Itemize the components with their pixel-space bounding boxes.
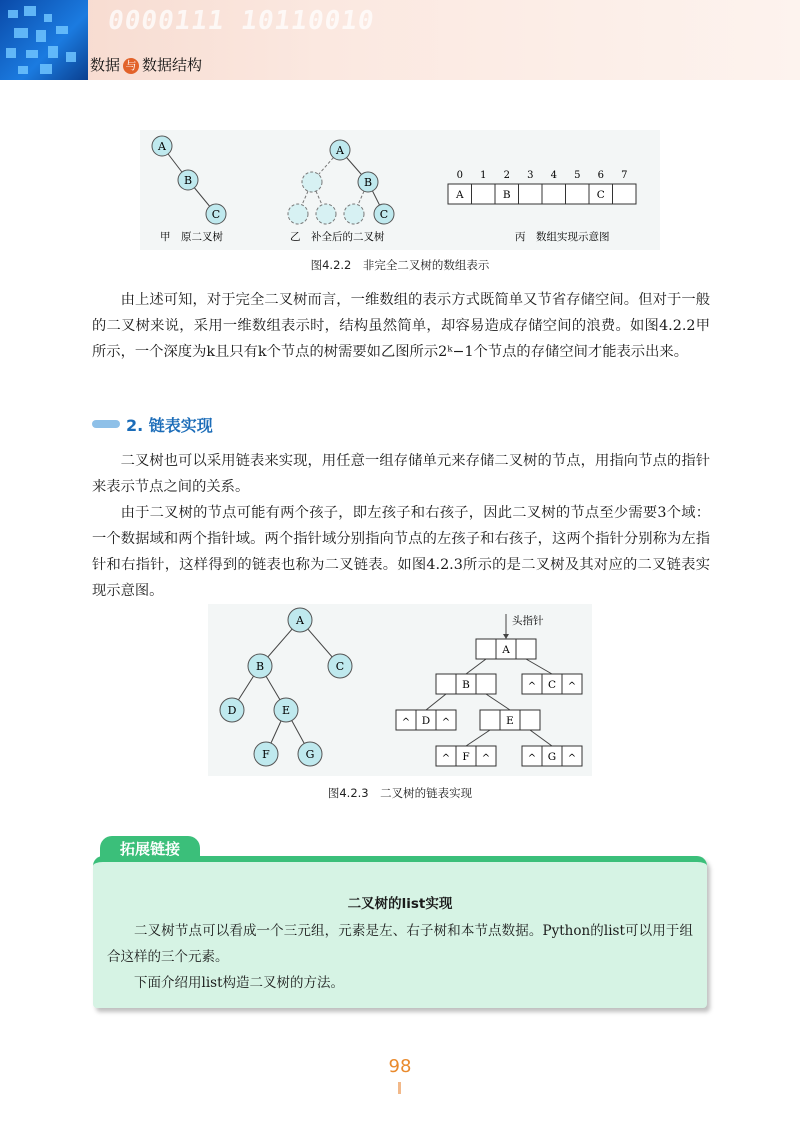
array-index-7: 7 <box>621 170 628 181</box>
list-node-g-left-null: ^ <box>527 753 537 764</box>
list-node-b-data: B <box>462 679 470 691</box>
list-node-b-field-0 <box>436 674 456 694</box>
array-index-6: 6 <box>597 170 604 181</box>
list-node-a-field-0 <box>476 639 496 659</box>
figure-4-2-2-caption: 图4.2.2 非完全二叉树的数组表示 <box>310 258 490 272</box>
book-title-connector: 与 <box>123 58 139 74</box>
subcaption-jia: 甲 原二叉树 <box>160 231 223 243</box>
list-node-e-data: E <box>506 715 514 727</box>
extension-title: 二叉树的list实现 <box>347 896 453 912</box>
list-node-f-data: F <box>462 751 470 763</box>
header-logo <box>0 0 88 80</box>
array-cell-value-6: C <box>596 189 605 201</box>
tree2-placeholder-4 <box>344 204 364 224</box>
array-cell-5 <box>566 184 590 204</box>
book-title <box>90 54 202 75</box>
array-cell-3 <box>519 184 543 204</box>
list-node-b-field-2 <box>476 674 496 694</box>
figure-4-2-3-caption: 图4.2.3 二叉树的链表实现 <box>327 786 473 800</box>
page-number-tick <box>398 1082 401 1094</box>
tree2-label-c: C <box>379 208 389 221</box>
extension-tab: 拓展链接 <box>100 836 200 862</box>
section-title: 2. 链表实现 <box>126 416 213 435</box>
tree2-placeholder-3 <box>316 204 336 224</box>
page-number: 98 <box>388 1056 412 1077</box>
tree1-label-c: C <box>211 208 221 221</box>
tree2-label-a: A <box>336 144 344 157</box>
list-node-d-right-null: ^ <box>441 717 451 728</box>
tree-label-e: E <box>281 704 291 717</box>
tree-label-f: F <box>262 748 270 761</box>
tree2-placeholder-1 <box>302 172 322 192</box>
extension-paragraph-2: 下面介绍用list构造二叉树的方法。 <box>134 975 344 991</box>
subcaption-yi: 乙 补全后的二叉树 <box>290 231 385 243</box>
paragraph-2-text: 二叉树也可以采用链表来实现，用任意一组存储单元来存储二叉树的节点，用指向节点的指针来表示节点之间的关系。 <box>92 453 710 495</box>
tree1-label-a: A <box>158 140 166 153</box>
array-cell-value-2: B <box>502 189 511 201</box>
tree-label-b: B <box>255 660 265 673</box>
array-cell-1 <box>472 184 496 204</box>
list-node-c-left-null: ^ <box>527 681 537 692</box>
list-node-g-right-null: ^ <box>567 753 577 764</box>
extension-box <box>93 856 707 1008</box>
list-node-a-data: A <box>502 644 510 656</box>
array-index-5: 5 <box>574 170 581 181</box>
list-node-e-field-0 <box>480 710 500 730</box>
array-cell-value-0: A <box>455 189 464 201</box>
array-index-1: 1 <box>480 170 487 181</box>
extension-text <box>107 918 693 996</box>
header-binary-decoration: 0000111 10110010 <box>105 6 377 36</box>
list-node-d-data: D <box>421 715 431 727</box>
tree-label-a: A <box>296 614 304 627</box>
array-index-3: 3 <box>527 170 534 181</box>
tree-label-c: C <box>335 660 345 673</box>
book-title-part1: 数据 <box>90 56 121 74</box>
list-node-d-left-null: ^ <box>401 717 411 728</box>
list-node-f-left-null: ^ <box>441 753 451 764</box>
paragraph-array-limitation <box>92 287 710 365</box>
figure-4-2-3 <box>208 604 592 776</box>
list-node-f-right-null: ^ <box>481 753 491 764</box>
tree-label-g: G <box>305 748 315 761</box>
array-cell-4 <box>542 184 566 204</box>
paragraph-1-text: 由上述可知，对于完全二叉树而言，一维数组的表示方式既简单又节省存储空间。但对于一般的二叉树来说，采用一维数组表示时，结构虽然简单，却容易造成存储空间的浪费。如图4.2.2甲所示，一个深度为k且只有k个节点的树需要如乙图所示2ᵏ−1个节点的存储空间才能表示出来。 <box>92 292 710 360</box>
array-index-0: 0 <box>456 170 463 181</box>
tree1-label-b: B <box>183 174 193 187</box>
book-title-part2: 数据结构 <box>142 56 203 74</box>
figure-4-2-2 <box>140 130 660 250</box>
array-index-2: 2 <box>503 170 510 181</box>
page-header <box>0 0 800 80</box>
paragraph-linked-list-intro <box>92 448 710 604</box>
subcaption-bing: 丙 数组实现示意图 <box>515 231 610 243</box>
section-bar-icon <box>92 420 120 428</box>
list-node-a-field-2 <box>516 639 536 659</box>
list-node-e-field-2 <box>520 710 540 730</box>
list-node-c-data: C <box>547 679 557 691</box>
array-cell-7 <box>613 184 637 204</box>
head-pointer-label: 头指针 <box>512 615 544 627</box>
paragraph-3-text: 由于二叉树的节点可能有两个孩子，即左孩子和右孩子，因此二叉树的节点至少需要3个域：一个数据域和两个指针域。两个指针域分别指向节点的左孩子和右孩子，这两个指针分别称为左指针和右指针，这样得到的链表也称为二叉链表。如图4.2.3所示的是二叉树及其对应的二叉链表实现示意图。 <box>92 505 710 599</box>
list-node-c-right-null: ^ <box>567 681 577 692</box>
tree2-label-b: B <box>363 176 373 189</box>
extension-paragraph-1: 二叉树节点可以看成一个三元组，元素是左、右子树和本节点数据。Python的list可以用于组合这样的三个元素。 <box>107 923 693 965</box>
array-index-4: 4 <box>550 170 557 181</box>
section-heading <box>92 413 213 436</box>
list-node-g-data: G <box>547 751 557 763</box>
tree2-placeholder-2 <box>288 204 308 224</box>
tree-label-d: D <box>227 704 237 717</box>
